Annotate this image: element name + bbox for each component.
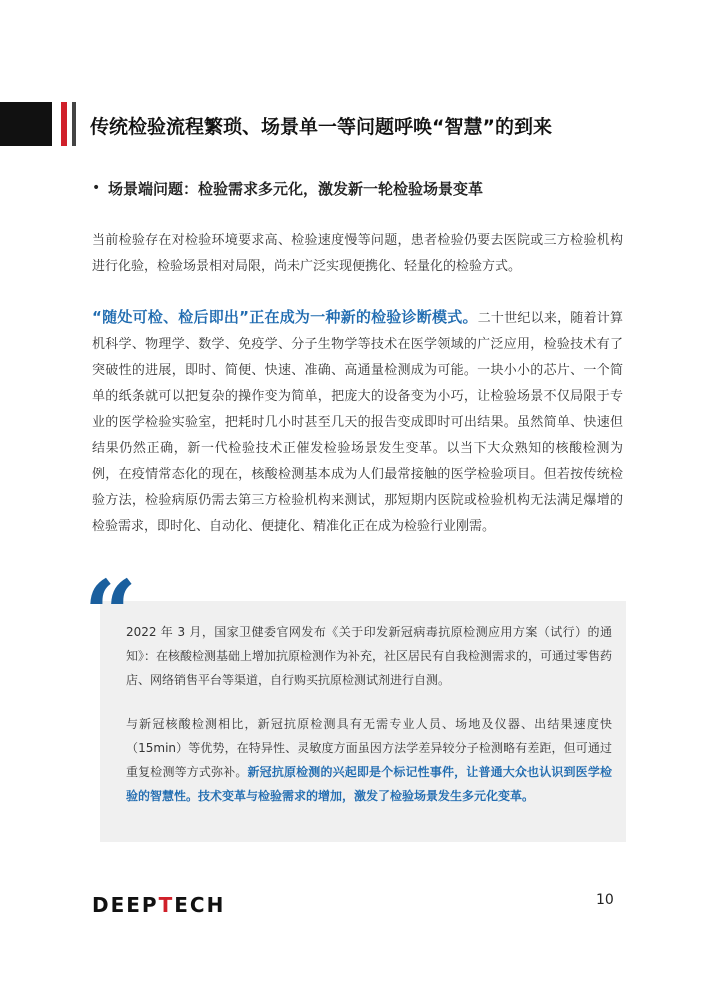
logo-part-2: ECH	[174, 893, 226, 917]
key-statement: “随处可检、检后即出”正在成为一种新的检验诊断模式。	[92, 308, 478, 326]
deeptech-logo	[92, 893, 225, 917]
header-red-bar	[61, 102, 67, 146]
body-paragraph-2	[92, 304, 623, 540]
page-number: 10	[596, 892, 614, 908]
quote-paragraph-2	[126, 712, 612, 808]
quote-highlight: 新冠抗原检测的兴起即是个标记性事件，让普通大众也认识到医学检验的智慧性。技术变革与检验需求的增加，激发了检验场景发生多元化变革。	[126, 765, 612, 803]
header-black-block	[0, 102, 52, 146]
quote-mark-icon: “	[84, 560, 137, 668]
quote-paragraph-1: 2022 年 3 月，国家卫健委官网发布《关于印发新冠病毒抗原检测应用方案（试行）的通知》：在核酸检测基础上增加抗原检测作为补充，社区居民有自我检测需求的，可通过零售药店、网络销售平台等渠道，自行购买抗原检测试剂进行自测。	[126, 625, 613, 687]
logo-mark: T	[158, 893, 175, 917]
body-paragraph-2-text: 二十世纪以来，随着计算机科学、物理学、数学、免疫学、分子生物学等技术在医学领域的广泛应用，检验技术有了突破性的进展，即时、简便、快速、准确、高通量检测成为可能。一块小小的芯片、一个简单的纸条就可以把复杂的操作变为简单，把庞大的设备变为小巧，让检验场景不仅局限于专业的医学检验实验室，把耗时几小时甚至几天的报告变成即时可出结果。虽然简单、快速但结果仍然正确，新一代检验技术正催发检验场景发生变革。以当下大众熟知的核酸检测为例，在疫情常态化的现在，核酸检测基本成为人们最常接触的医学检验项目。但若按传统检验方法，检验病原仍需去第三方检验机构来测试，那短期内医院或检验机构无法满足爆增的检验需求，即时化、自动化、便捷化、精准化正在成为检验行业刚需。	[92, 311, 623, 534]
page-title: 传统检验流程繁琐、场景单一等问题呼唤“智慧”的到来	[90, 116, 552, 138]
logo-part-1: DEEP	[92, 893, 159, 917]
section-heading: 场景端问题：检验需求多元化，激发新一轮检验场景变革	[108, 180, 484, 198]
bullet-icon: •	[92, 180, 101, 196]
header-gray-bar	[72, 102, 76, 146]
quote-paragraph-2-text: 与新冠核酸检测相比，新冠抗原检测具有无需专业人员、场地及仪器、出结果速度快（15min）等优势，在特异性、灵敏度方面虽因方法学差异较分子检测略有差距，但可通过重复检测等方式弥补。	[126, 717, 612, 779]
body-paragraph-1: 当前检验存在对检验环境要求高、检验速度慢等问题，患者检验仍要去医院或三方检验机构进行化验，检验场景相对局限，尚未广泛实现便携化、轻量化的检验方式。	[92, 233, 623, 274]
